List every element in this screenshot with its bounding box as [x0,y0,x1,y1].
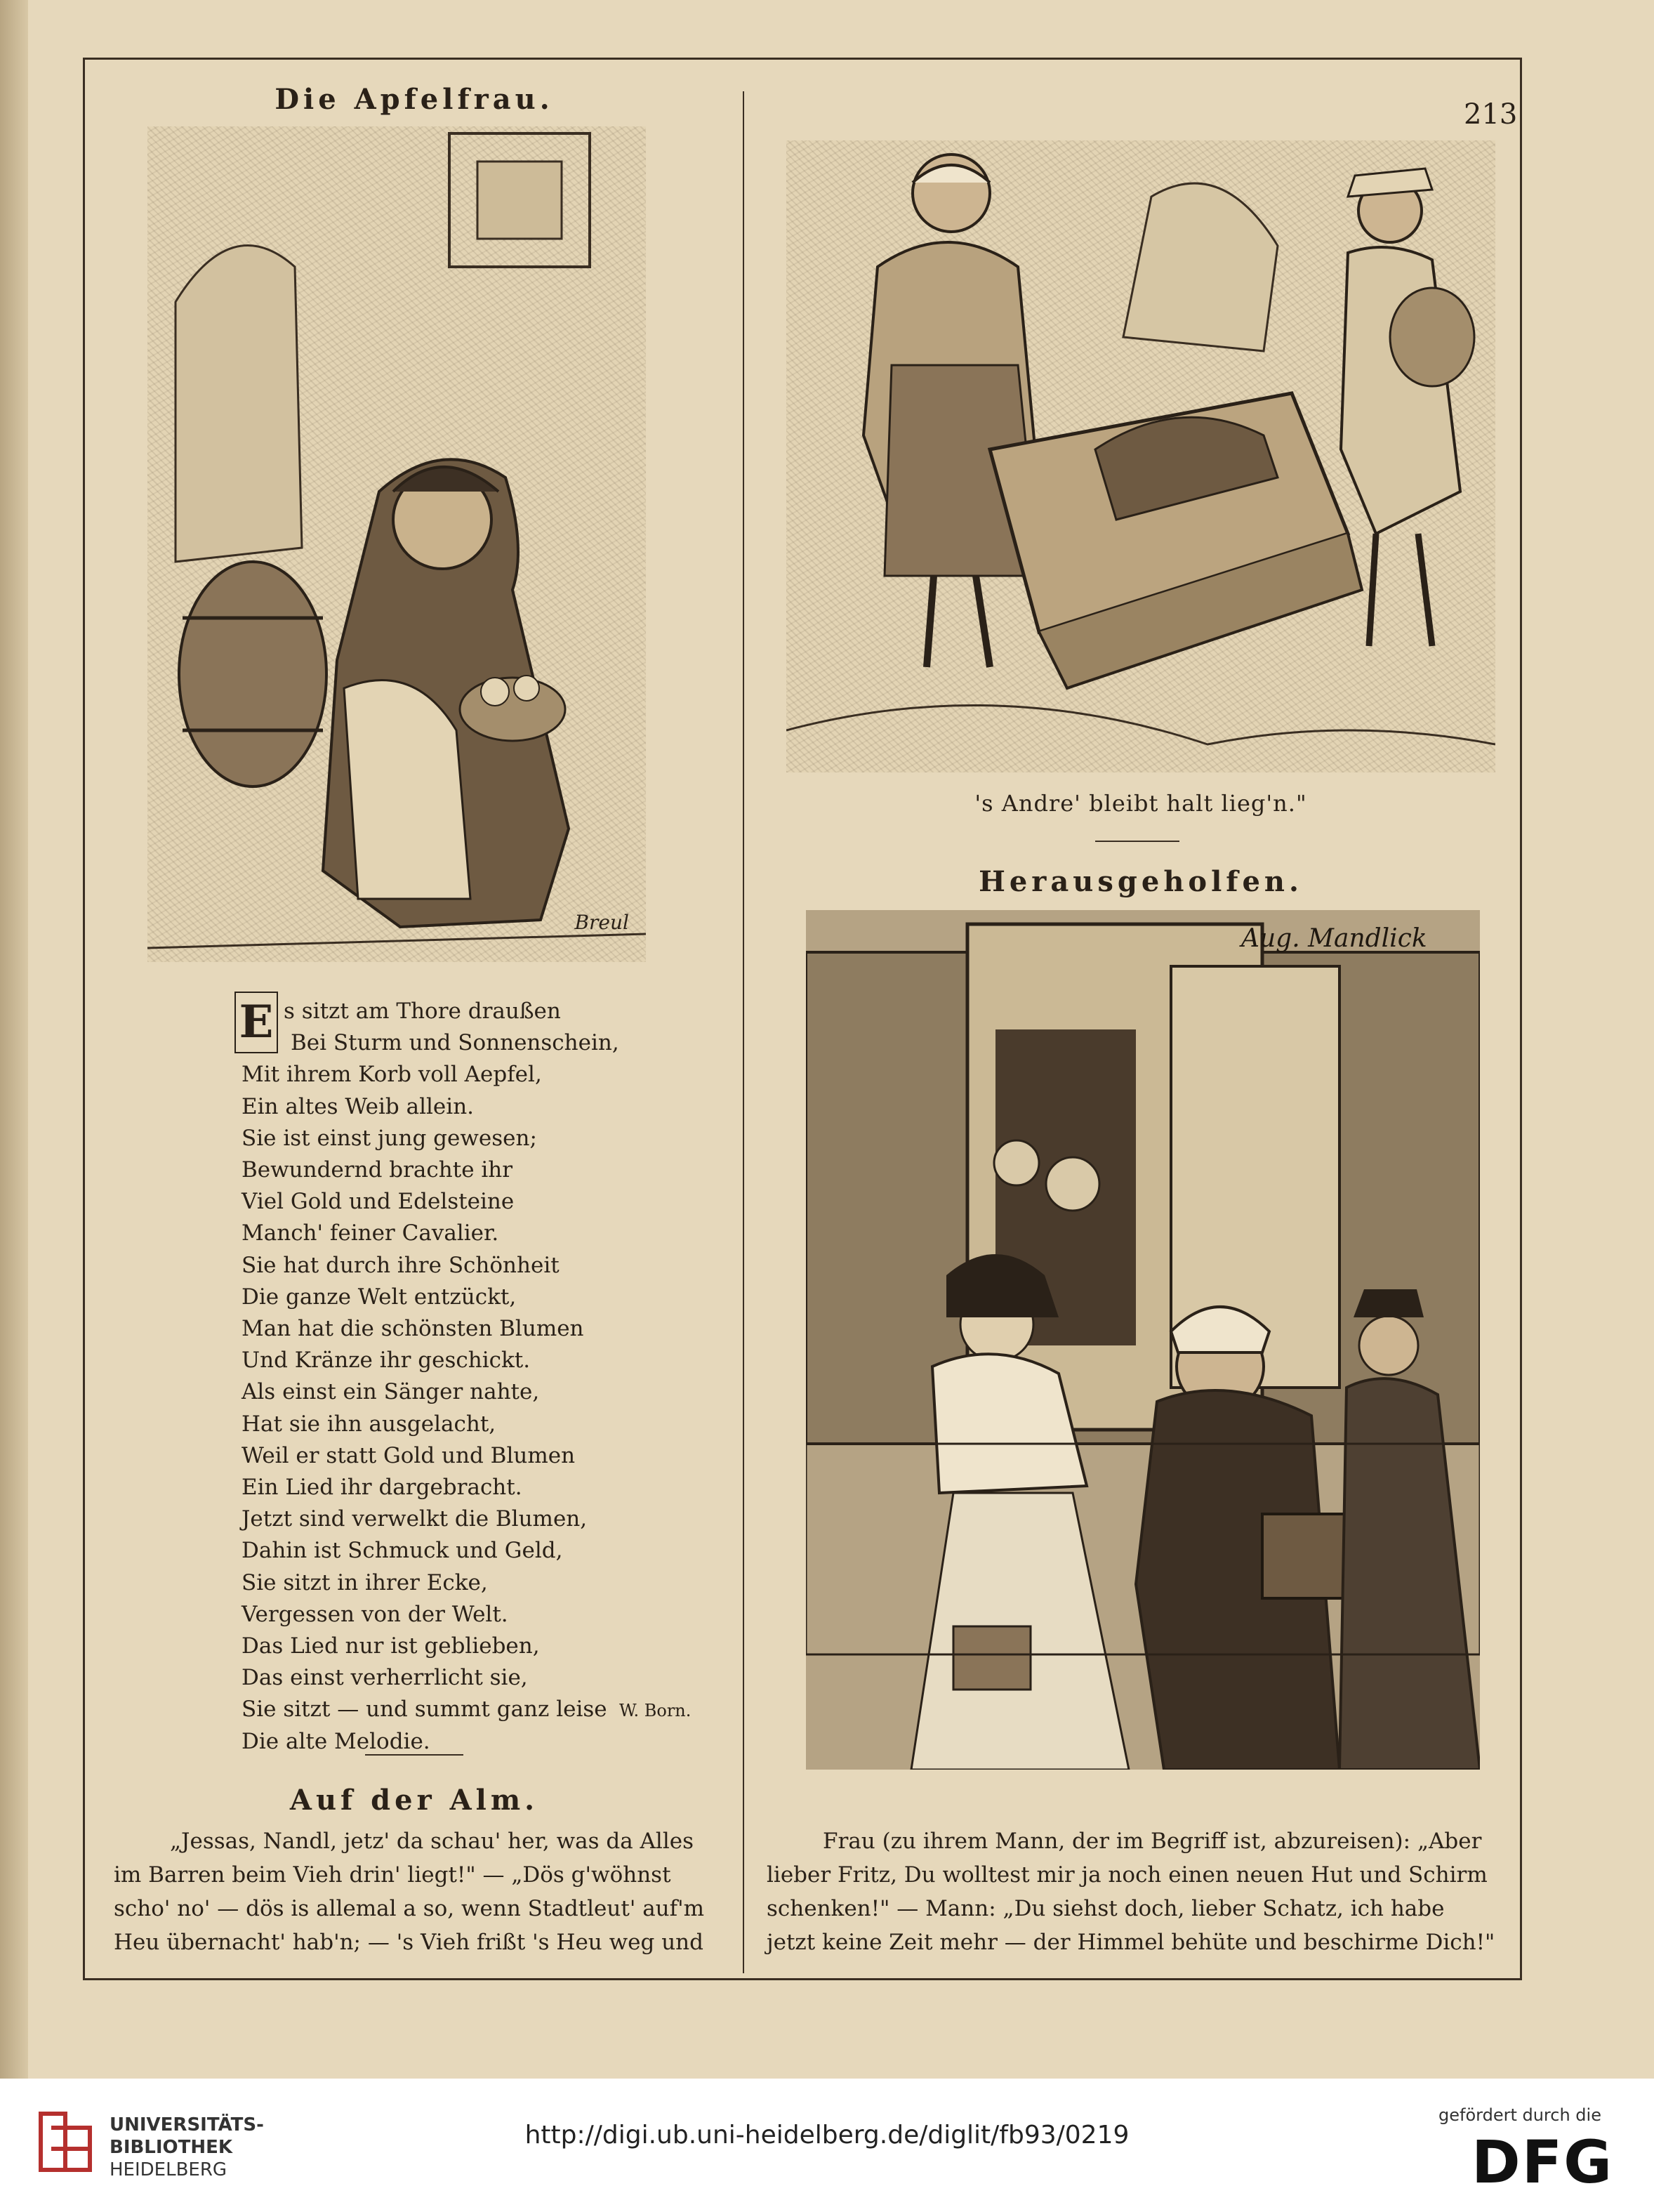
poem-line: Weil er statt Gold und Blumen [242,1442,576,1468]
dfg-logo: DFG [1471,2128,1614,2197]
section-title: Herausgeholfen. [979,865,1303,898]
illustration-signature: Aug. Mandlick [1241,924,1427,953]
source-url-link[interactable]: http://digi.ub.uni-heidelberg.de/diglit/fb93/0219 [524,2121,1130,2150]
poem-dropcap: E [234,992,278,1053]
poem-line: Die ganze Welt entzückt, [242,1284,517,1310]
poem-line: Das einst verherrlicht sie, [242,1665,528,1691]
poem-line: Sie hat durch ihre Schönheit [242,1252,560,1278]
illustration-railway-farewell [806,910,1480,1770]
poem-line: Sie sitzt — und summt ganz leise [242,1697,607,1723]
funded-by-label: gefördert durch die [1438,2105,1601,2125]
railway-farewell-drawing [806,910,1480,1770]
section-rule [365,1754,463,1756]
poem-line: Sie ist einst jung gewesen; [242,1125,537,1151]
prose-line: lieber Fritz, Du wolltest mir ja noch einen neuen Hut und Schirm [767,1862,1488,1888]
poem-line: Als einst ein Sänger nahte, [242,1379,540,1405]
poem-line: Viel Gold und Edelsteine [242,1189,515,1215]
illustration-vegetable-crate [786,140,1495,772]
section-rule [1095,841,1179,842]
library-line: UNIVERSITÄTS- [110,2114,264,2135]
poem-line: s sitzt am Thore draußen [284,999,561,1024]
herausgeholfen-text [767,1824,1509,1959]
poem-line: Ein Lied ihr dargebracht. [242,1475,522,1501]
poem-title: Die Apfelfrau. [274,83,554,116]
poem-line: Man hat die schönsten Blumen [242,1316,584,1342]
poem-line: Bewundernd brachte ihr [242,1157,513,1183]
vegetable-crate-drawing [786,140,1495,772]
page-number: 213 [1464,98,1518,131]
prose-line: Frau (zu ihrem Mann, der im Begriff ist, abzureisen): „Aber [823,1829,1482,1854]
prose-line: schenken!" — Mann: „Du siehst doch, lieber Schatz, ich habe [767,1896,1445,1921]
prose-line: Heu übernacht' hab'n; — 's Vieh frißt 's Heu weg und [114,1930,703,1955]
poem-line: Hat sie ihn ausgelacht, [242,1411,496,1437]
poem-line: Mit ihrem Korb voll Aepfel, [242,1062,542,1088]
poem-line: Manch' feiner Cavalier. [242,1220,499,1246]
page-spine [0,0,28,2079]
column-divider [743,91,744,1973]
prose-line: im Barren beim Vieh drin' liegt!" — „Dös g'wöhnst [114,1862,671,1888]
illustration-apple-woman [147,126,646,962]
library-line: HEIDELBERG [110,2159,227,2180]
poem-line: Und Kränze ihr geschickt. [242,1348,531,1374]
library-line: BIBLIOTHEK [110,2137,233,2158]
prose-line: scho' no' — dös is allemal a so, wenn Stadtleut' auf'm [114,1896,705,1921]
poem-line: Jetzt sind verwelkt die Blumen, [242,1506,588,1532]
illustration-signature: Breul [574,911,629,934]
illustration-caption: 's Andre' bleibt halt lieg'n." [974,790,1307,817]
poem-line: Die alte Melodie. [242,1728,430,1754]
poem-text [239,996,719,1758]
prose-line: „Jessas, Nandl, jetz' da schau' her, was da Alles [170,1829,694,1854]
poem-line: Bei Sturm und Sonnenschein, [291,1030,619,1056]
poem-line: Dahin ist Schmuck und Geld, [242,1538,563,1564]
poem-line: Sie sitzt in ihrer Ecke, [242,1569,488,1595]
poem-author: W. Born. [619,1701,692,1720]
section-title: Auf der Alm. [289,1784,539,1817]
poem-line: Das Lied nur ist geblieben, [242,1633,540,1659]
apple-woman-drawing [147,126,646,962]
prose-line: jetzt keine Zeit mehr — der Himmel behüte und beschirme Dich!" [767,1930,1495,1955]
poem-line: Ein altes Weib allein. [242,1093,475,1119]
alm-text [114,1824,732,1959]
poem-line: Vergessen von der Welt. [242,1601,508,1627]
